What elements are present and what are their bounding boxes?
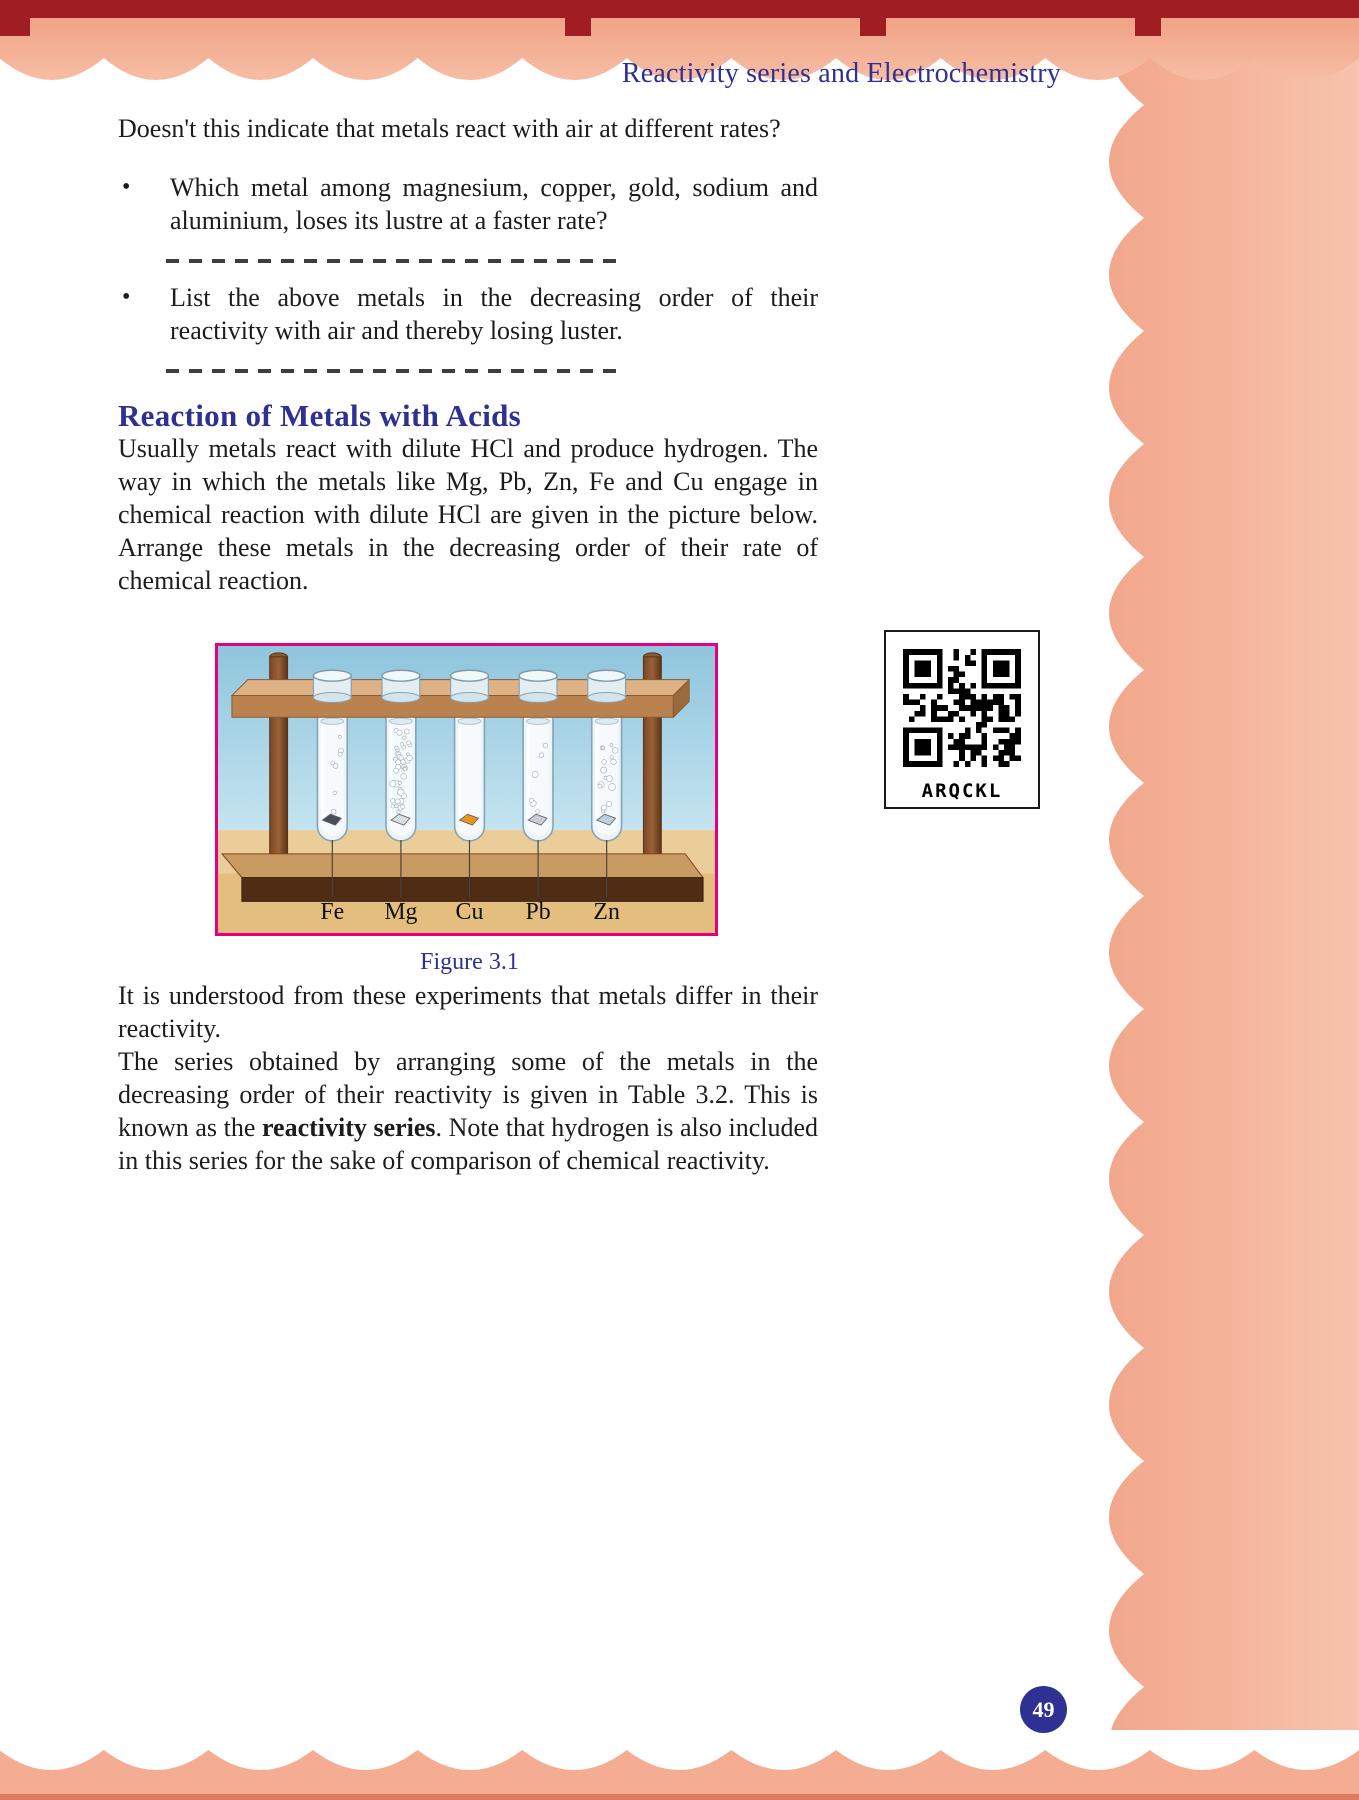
qr-code [884,630,1040,809]
tube-label: Mg [384,899,418,926]
rack-base [222,854,703,902]
figure-caption: Figure 3.1 [420,949,519,975]
qr-label: ARQCKL [921,780,1003,802]
bottom-scallop-band [0,1730,1359,1800]
bullet-marker: • [122,174,131,200]
intro-paragraph: Doesn't this indicate that metals react with air at different rates? [118,114,781,143]
top-edge-tab [860,0,886,36]
bottom-edge-strip [0,1794,1359,1800]
bullet-item [118,171,818,237]
figure-3-1-illustration [215,643,718,936]
bullet-item [118,281,818,347]
section-heading: Reaction of Metals with Acids [118,398,522,433]
qr-code-pattern [892,638,1032,778]
tube-label: Zn [593,899,620,926]
bullet-text: Which metal among magnesium, copper, gold, sodium and aluminium, loses its lustre at a faster rate? [170,173,818,235]
content-column [118,112,818,1177]
top-edge-tab [1135,0,1161,36]
bullet-marker: • [122,284,131,310]
tube-label: Cu [455,899,484,926]
series-text-post: . Note that hydrogen is also included in this series for the sake of comparison of chemical reactivity. [118,1113,818,1175]
acids-paragraph: Usually metals react with dilute HCl and produce hydrogen. The way in which the metals like Mg, Pb, Zn, Fe and Cu engage in chemical reaction with dilute HCl are given in the picture below. Arrange these metals in the decreasing order of their rate of chemical reaction. [118,434,818,595]
figure-container [215,643,724,979]
bullet-text: List the above metals in the decreasing order of their reactivity with air and thereby losing luster. [170,283,818,345]
tube-label: Fe [320,899,345,926]
top-edge-tab [565,0,591,36]
chapter-header: Reactivity series and Electrochemistry [621,58,1061,89]
dashed-answer-line [166,369,618,373]
right-scallop-band [1099,0,1359,1800]
dashed-answer-line [166,259,618,263]
page-number-badge: 49 [1020,1686,1067,1733]
series-text-bold: reactivity series [261,1113,436,1142]
understood-paragraph: It is understood from these experiments that metals differ in their reactivity. [118,981,818,1043]
tube-label: Pb [525,899,551,926]
test-tube-rack-figure [218,646,715,933]
top-edge-tab [0,0,30,36]
reactivity-series-paragraph [118,1045,818,1177]
series-text-pre: The series obtained by arranging some of the metals in the decreasing order of their reactivity is given in Table 3.2. This is known as the [118,1047,818,1142]
